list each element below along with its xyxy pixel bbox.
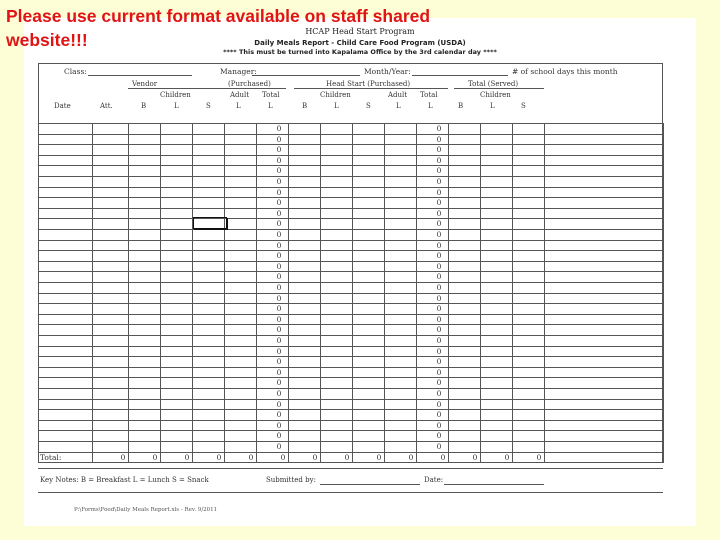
hs-total-zero: 0 bbox=[436, 166, 442, 176]
grid-row-line bbox=[38, 430, 663, 431]
hs-total-zero: 0 bbox=[436, 187, 442, 197]
key-notes: Key Notes: B = Breakfast L = Lunch S = Snack bbox=[40, 476, 209, 484]
hs-total-zero: 0 bbox=[436, 314, 442, 324]
att-column-header: Att. bbox=[100, 102, 113, 110]
total-served-group-header: Total (Served) bbox=[468, 80, 519, 88]
grid-column-line bbox=[512, 123, 513, 463]
form-instruction: **** This must be turned into Kapalama Office by the 3rd calendar day **** bbox=[223, 48, 497, 56]
submitted-by-field[interactable] bbox=[320, 476, 420, 485]
grid-row-line bbox=[38, 388, 663, 389]
head-start-group-rule bbox=[294, 88, 448, 89]
grid-column-line bbox=[544, 123, 545, 463]
file-path-footer: P:\Forms\Food\Daily Meals Report.xls - Rev. 9/2011 bbox=[74, 507, 218, 513]
grid-row-line bbox=[38, 282, 663, 283]
class-label: Class: bbox=[64, 67, 87, 76]
hs-total-zero: 0 bbox=[436, 219, 442, 229]
hs-total-zero: 0 bbox=[436, 283, 442, 292]
footer-rule-bottom bbox=[38, 492, 663, 493]
grid-column-line bbox=[416, 123, 417, 463]
grid-row-line bbox=[38, 367, 663, 368]
vendor-total-zero: 0 bbox=[276, 410, 282, 420]
hs-adult-header: Adult bbox=[388, 91, 408, 99]
grid-row-line bbox=[38, 303, 663, 304]
selected-cell[interactable] bbox=[193, 217, 227, 229]
grid-column-line bbox=[160, 123, 161, 463]
total-cell: 0 bbox=[376, 453, 382, 462]
hs-l-header: L bbox=[334, 102, 339, 110]
hs-total-zero: 0 bbox=[436, 124, 442, 133]
vendor-group-header: Vendor bbox=[132, 80, 158, 88]
total-label: Total: bbox=[40, 453, 62, 462]
notice-banner bbox=[6, 4, 506, 52]
hs-total-zero: 0 bbox=[436, 304, 442, 314]
vendor-group-rule bbox=[128, 88, 286, 89]
hs-total-zero: 0 bbox=[436, 198, 442, 208]
grid-row-line bbox=[38, 377, 663, 378]
notice-line-1: Please use current format available on staff shared bbox=[6, 6, 431, 26]
hs-total-zero: 0 bbox=[436, 293, 442, 303]
submitted-by-label: Submitted by: bbox=[266, 476, 316, 484]
grid-row-line bbox=[38, 335, 663, 336]
grid-row-line bbox=[38, 229, 663, 230]
vendor-total-zero: 0 bbox=[276, 187, 282, 197]
grid-row-line bbox=[38, 271, 663, 272]
totals-row bbox=[24, 452, 696, 462]
grid-column-line bbox=[480, 123, 481, 463]
vendor-total-zero: 0 bbox=[276, 261, 282, 271]
grid-row-line bbox=[38, 324, 663, 325]
grid-column-line bbox=[192, 123, 193, 463]
total-cell: 0 bbox=[440, 453, 446, 462]
hs-total-zero: 0 bbox=[436, 346, 442, 356]
vendor-total-zero: 0 bbox=[276, 336, 282, 345]
footer-rule-top bbox=[38, 468, 663, 469]
vendor-total-zero: 0 bbox=[276, 177, 282, 186]
vendor-total-zero: 0 bbox=[276, 166, 282, 176]
vendor-total-zero: 0 bbox=[276, 346, 282, 356]
form-title: HCAP Head Start Program bbox=[305, 27, 415, 36]
grid-row-line bbox=[38, 187, 663, 188]
vendor-total-zero: 0 bbox=[276, 325, 282, 335]
grid-row-line bbox=[38, 176, 663, 177]
total-cell: 0 bbox=[216, 453, 222, 462]
grid-row-line bbox=[38, 409, 663, 410]
vendor-total-l-header: L bbox=[268, 102, 273, 110]
grid-row-line bbox=[38, 293, 663, 294]
grid-row-line bbox=[38, 208, 663, 209]
grid-column-line bbox=[448, 123, 449, 463]
total-cell: 0 bbox=[504, 453, 510, 462]
total-s-header: S bbox=[521, 102, 526, 110]
grid-row-line bbox=[38, 165, 663, 166]
vendor-total-zero: 0 bbox=[276, 240, 282, 250]
grid-row-line bbox=[38, 346, 663, 347]
vendor-total-zero: 0 bbox=[276, 399, 282, 409]
total-b-header: B bbox=[458, 102, 464, 110]
vendor-total-zero: 0 bbox=[276, 367, 282, 377]
hs-total-zero: 0 bbox=[436, 272, 442, 282]
total-children-header: Children bbox=[480, 91, 511, 99]
total-cell: 0 bbox=[344, 453, 350, 462]
purchased-group-header: (Purchased) bbox=[228, 80, 271, 88]
hs-total-zero: 0 bbox=[436, 325, 442, 335]
grid-column-line bbox=[38, 123, 39, 463]
vendor-children-header: Children bbox=[160, 91, 191, 99]
hs-total-zero: 0 bbox=[436, 389, 442, 398]
grid-row-line bbox=[38, 240, 663, 241]
date-column-header: Date bbox=[54, 102, 71, 110]
grid-column-line bbox=[92, 123, 93, 463]
total-cell: 0 bbox=[280, 453, 286, 462]
hs-total-zero: 0 bbox=[436, 251, 442, 261]
vendor-total-zero: 0 bbox=[276, 283, 282, 292]
grid-row-line bbox=[38, 144, 663, 145]
vendor-total-zero: 0 bbox=[276, 442, 282, 451]
grid-column-line bbox=[224, 123, 225, 463]
meal-report-sheet bbox=[24, 18, 696, 526]
hs-total-zero: 0 bbox=[436, 230, 442, 239]
vendor-total-zero: 0 bbox=[276, 134, 282, 144]
grid-row-line bbox=[38, 441, 663, 442]
grid-row-line bbox=[38, 314, 663, 315]
hs-total-zero: 0 bbox=[436, 420, 442, 430]
date-label: Date: bbox=[424, 476, 444, 484]
school-days-label: # of school days this month bbox=[512, 67, 618, 76]
grid-column-line bbox=[663, 123, 664, 463]
head-start-group-header: Head Start (Purchased) bbox=[326, 80, 411, 88]
vendor-total-zero: 0 bbox=[276, 389, 282, 398]
total-cell: 0 bbox=[408, 453, 414, 462]
grid-column-line bbox=[320, 123, 321, 463]
hs-total-zero: 0 bbox=[436, 134, 442, 144]
vendor-total-header: Total bbox=[262, 91, 280, 99]
hs-total-zero: 0 bbox=[436, 261, 442, 271]
hs-total-l-header: L bbox=[428, 102, 433, 110]
hs-total-zero: 0 bbox=[436, 155, 442, 165]
hs-adult-l-header: L bbox=[396, 102, 401, 110]
vendor-adult-l-header: L bbox=[236, 102, 241, 110]
total-cell: 0 bbox=[472, 453, 478, 462]
hs-total-zero: 0 bbox=[436, 145, 442, 155]
hs-total-header: Total bbox=[420, 91, 438, 99]
total-l-header: L bbox=[490, 102, 495, 110]
vendor-total-zero: 0 bbox=[276, 272, 282, 282]
vendor-total-zero: 0 bbox=[276, 420, 282, 430]
hs-total-zero: 0 bbox=[436, 240, 442, 250]
form-subtitle: Daily Meals Report - Child Care Food Program (USDA) bbox=[254, 39, 466, 47]
hs-total-zero: 0 bbox=[436, 431, 442, 441]
meal-grid[interactable] bbox=[38, 123, 663, 463]
vendor-total-zero: 0 bbox=[276, 431, 282, 441]
vendor-total-zero: 0 bbox=[276, 304, 282, 314]
date-field[interactable] bbox=[444, 476, 544, 485]
vendor-b-header: B bbox=[141, 102, 147, 110]
grid-column-line bbox=[384, 123, 385, 463]
hs-total-zero: 0 bbox=[436, 177, 442, 186]
hs-s-header: S bbox=[366, 102, 371, 110]
vendor-total-zero: 0 bbox=[276, 378, 282, 388]
hs-total-zero: 0 bbox=[436, 357, 442, 367]
total-cell: 0 bbox=[536, 453, 542, 462]
notice-line-2: website!!! bbox=[6, 30, 88, 50]
vendor-adult-header: Adult bbox=[230, 91, 250, 99]
hs-b-header: B bbox=[302, 102, 308, 110]
vendor-l-header: L bbox=[174, 102, 179, 110]
vendor-total-zero: 0 bbox=[276, 155, 282, 165]
vendor-total-zero: 0 bbox=[276, 293, 282, 303]
hs-children-header: Children bbox=[320, 91, 351, 99]
grid-row-line bbox=[38, 399, 663, 400]
grid-row-line bbox=[38, 134, 663, 135]
hs-total-zero: 0 bbox=[436, 442, 442, 451]
total-cell: 0 bbox=[312, 453, 318, 462]
hs-total-zero: 0 bbox=[436, 378, 442, 388]
grid-column-line bbox=[288, 123, 289, 463]
total-served-group-rule bbox=[454, 88, 544, 89]
vendor-total-zero: 0 bbox=[276, 198, 282, 208]
grid-row-line bbox=[38, 197, 663, 198]
hs-total-zero: 0 bbox=[436, 336, 442, 345]
hs-total-zero: 0 bbox=[436, 367, 442, 377]
total-cell: 0 bbox=[152, 453, 158, 462]
total-cell: 0 bbox=[184, 453, 190, 462]
grid-column-line bbox=[352, 123, 353, 463]
total-cell: 0 bbox=[120, 453, 126, 462]
total-cell: 0 bbox=[248, 453, 254, 462]
vendor-total-zero: 0 bbox=[276, 314, 282, 324]
vendor-total-zero: 0 bbox=[276, 145, 282, 155]
grid-row-line bbox=[38, 218, 663, 219]
vendor-total-zero: 0 bbox=[276, 219, 282, 229]
month-year-label: Month/Year: bbox=[364, 67, 411, 76]
vendor-total-zero: 0 bbox=[276, 251, 282, 261]
grid-row-line bbox=[38, 356, 663, 357]
grid-row-line bbox=[38, 420, 663, 421]
grid-row-line bbox=[38, 250, 663, 251]
hs-total-zero: 0 bbox=[436, 410, 442, 420]
vendor-total-zero: 0 bbox=[276, 230, 282, 239]
grid-row-line bbox=[38, 123, 663, 124]
vendor-total-zero: 0 bbox=[276, 124, 282, 133]
grid-row-line bbox=[38, 155, 663, 156]
vendor-total-zero: 0 bbox=[276, 357, 282, 367]
hs-total-zero: 0 bbox=[436, 208, 442, 218]
hs-total-zero: 0 bbox=[436, 399, 442, 409]
grid-row-line bbox=[38, 261, 663, 262]
manager-label: Manager: bbox=[220, 67, 257, 76]
vendor-total-zero: 0 bbox=[276, 208, 282, 218]
grid-column-line bbox=[128, 123, 129, 463]
vendor-s-header: S bbox=[206, 102, 211, 110]
grid-column-line bbox=[256, 123, 257, 463]
